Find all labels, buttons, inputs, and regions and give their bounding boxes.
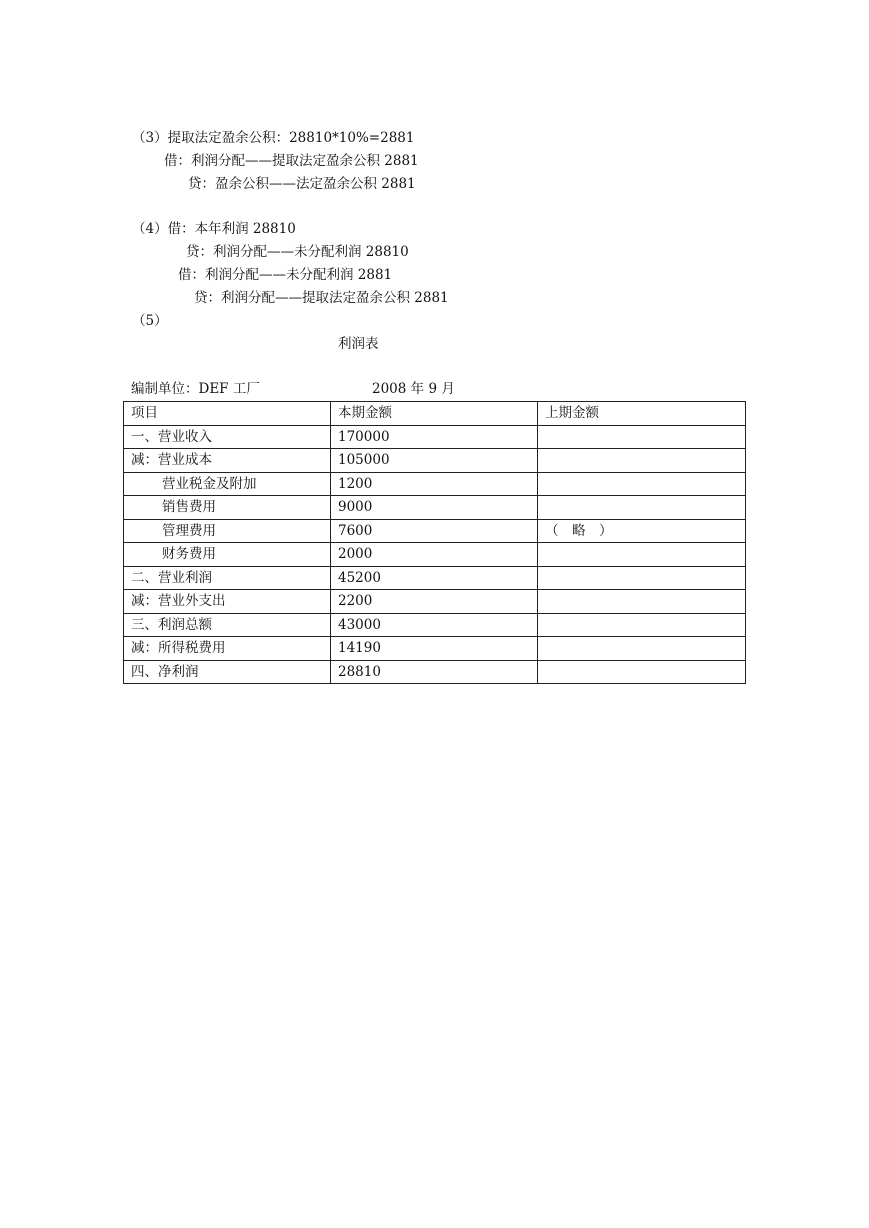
row-current: 28810 [331, 660, 538, 684]
row-previous [538, 637, 746, 661]
row-previous [538, 660, 746, 684]
row-previous [538, 449, 746, 473]
table-row [124, 449, 746, 473]
row-previous [538, 425, 746, 449]
table-row [124, 590, 746, 614]
entry-3-title: （3）提取法定盈余公积：28810*10%=2881 [132, 130, 415, 146]
entry-3-credit: 贷：盈余公积——法定盈余公积 2881 [188, 176, 416, 192]
table-row [124, 660, 746, 684]
row-current: 1200 [331, 472, 538, 496]
row-current: 105000 [331, 449, 538, 473]
row-item: 销售费用 [124, 496, 331, 520]
table-row [124, 425, 746, 449]
row-current: 43000 [331, 613, 538, 637]
row-item: 三、利润总额 [124, 613, 331, 637]
row-previous [538, 472, 746, 496]
row-item: 营业税金及附加 [124, 472, 331, 496]
row-current: 7600 [331, 519, 538, 543]
row-item: 四、净利润 [124, 660, 331, 684]
table-row [124, 566, 746, 590]
row-previous [538, 613, 746, 637]
table-row [124, 613, 746, 637]
row-item: 减：营业外支出 [124, 590, 331, 614]
table-row [124, 543, 746, 567]
entry-4-debit-2: 借：利润分配——未分配利润 2881 [178, 267, 393, 283]
entry-4-credit-2: 贷：利润分配——提取法定盈余公积 2881 [194, 290, 449, 306]
header-item: 项目 [124, 402, 331, 426]
table-row [124, 637, 746, 661]
row-previous: （ 略 ） [538, 519, 746, 543]
row-current: 14190 [331, 637, 538, 661]
entry-5-title: （5） [132, 313, 168, 329]
table-header-row [124, 402, 746, 426]
row-current: 9000 [331, 496, 538, 520]
table-row [124, 496, 746, 520]
row-previous [538, 543, 746, 567]
row-current: 2200 [331, 590, 538, 614]
header-current: 本期金额 [331, 402, 538, 426]
report-unit: 编制单位：DEF 工厂 [131, 381, 260, 397]
entry-4-credit-1: 贷：利润分配——未分配利润 28810 [186, 244, 409, 260]
row-item: 减：所得税费用 [124, 637, 331, 661]
income-statement-table [123, 401, 746, 684]
row-current: 170000 [331, 425, 538, 449]
row-item: 财务费用 [124, 543, 331, 567]
row-previous [538, 590, 746, 614]
report-date: 2008 年 9 月 [372, 381, 455, 397]
entry-3-debit: 借：利润分配——提取法定盈余公积 2881 [164, 153, 419, 169]
row-item: 二、营业利润 [124, 566, 331, 590]
row-previous [538, 566, 746, 590]
row-current: 45200 [331, 566, 538, 590]
entry-4-title: （4）借：本年利润 28810 [132, 221, 296, 237]
row-current: 2000 [331, 543, 538, 567]
table-row [124, 472, 746, 496]
row-item: 减：营业成本 [124, 449, 331, 473]
table-row [124, 519, 746, 543]
row-previous [538, 496, 746, 520]
report-title: 利润表 [338, 336, 379, 352]
row-item: 一、营业收入 [124, 425, 331, 449]
header-previous: 上期金额 [538, 402, 746, 426]
row-item: 管理费用 [124, 519, 331, 543]
